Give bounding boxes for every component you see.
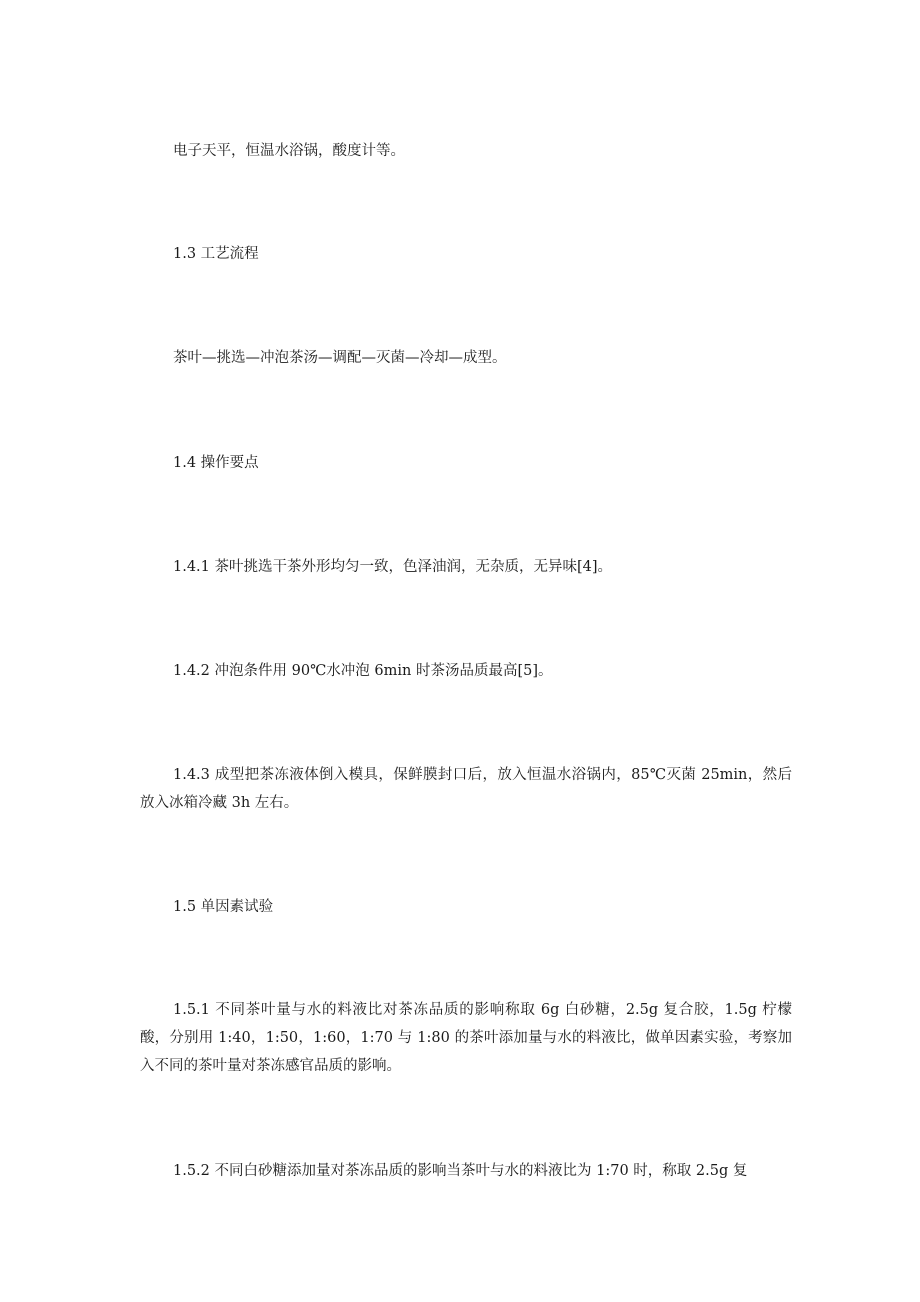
paragraph-brewing-conditions: 1.4.2 冲泡条件用 90℃水冲泡 6min 时茶汤品质最高[5]。 bbox=[173, 663, 553, 679]
paragraph-tea-selection: 1.4.1 茶叶挑选干茶外形均匀一致，色泽油润，无杂质，无异味[4]。 bbox=[173, 559, 613, 575]
heading-process-flow: 1.3 工艺流程 bbox=[173, 246, 259, 262]
paragraph-equipment: 电子天平，恒温水浴锅，酸度计等。 bbox=[173, 143, 405, 159]
paragraph-process-steps: 茶叶—挑选—冲泡茶汤—调配—灭菌—冷却—成型。 bbox=[173, 350, 507, 366]
paragraph-sugar-amount: 1.5.2 不同白砂糖添加量对茶冻品质的影响当茶叶与水的料液比为 1:70 时，称取 2.5g 复 bbox=[173, 1163, 748, 1179]
heading-single-factor-test: 1.5 单因素试验 bbox=[173, 899, 274, 915]
paragraph-tea-water-ratio: 1.5.1 不同茶叶量与水的料液比对茶冻品质的影响称取 6g 白砂糖，2.5g 复合胶，1.5g 柠檬酸，分别用 1:40，1:50，1:60，1:70 与 1:80 的茶叶添加量与水的料液比，做单因素实验，考察加入不同的茶叶量对茶冻感官品质的影响。 bbox=[140, 1002, 792, 1074]
heading-operation-points: 1.4 操作要点 bbox=[173, 455, 259, 471]
paragraph-molding: 1.4.3 成型把茶冻液体倒入模具，保鲜膜封口后，放入恒温水浴锅内，85℃灭菌 25min，然后放入冰箱冷藏 3h 左右。 bbox=[140, 767, 792, 811]
